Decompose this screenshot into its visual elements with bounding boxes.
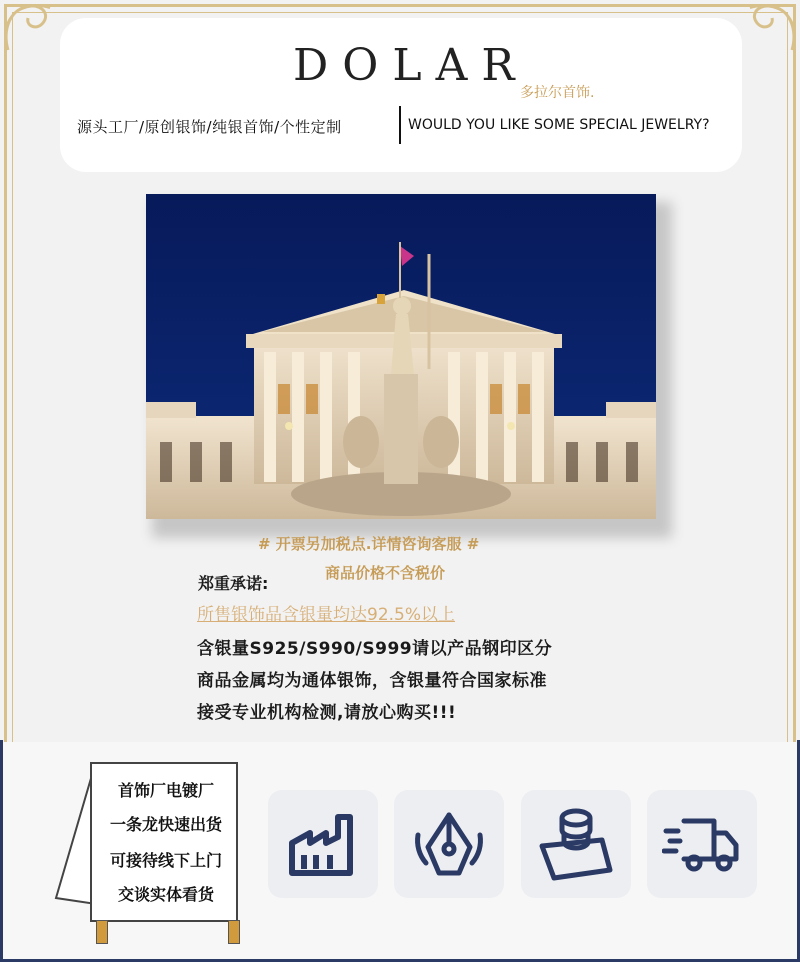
pledge-line: 接受专业机构检测,请放心购买!!! [197, 703, 457, 723]
corner-ornament-icon [744, 0, 800, 56]
sign-line: 一条龙快速出货 [109, 815, 222, 834]
brand-cn-name: 多拉尔首饰. [520, 85, 595, 101]
delivery-truck-icon [662, 813, 742, 875]
pledge-line: 商品金属均为通体银饰，含银量符合国家标准 [197, 671, 547, 691]
divider [399, 106, 401, 144]
sign-line: 首饰厂电镀厂 [117, 781, 214, 800]
sign-leg [228, 920, 240, 944]
slogan-en: WOULD YOU LIKE SOME SPECIAL JEWELRY? [408, 117, 710, 133]
pen-nib-icon [412, 807, 486, 881]
delivery-truck-icon-box [647, 790, 757, 898]
sign-board [90, 762, 238, 922]
sign-line: 可接待线下上门 [109, 851, 222, 870]
silver-rate-line: 所售银饰品含银量均达92.5%以上 [197, 605, 456, 625]
factory-icon [286, 809, 360, 879]
brand-logo: DOLAR [293, 40, 529, 91]
pen-nib-icon-box [394, 790, 504, 898]
factory-icon-box [268, 790, 378, 898]
parliament-photo [146, 194, 656, 519]
price-notice: 商品价格不含税价 [325, 564, 446, 582]
sign-leg [96, 920, 108, 944]
stamp-icon [536, 806, 616, 882]
slogan-cn: 源头工厂/原创银饰/纯银首饰/个性定制 [77, 118, 342, 136]
sign-line: 交谈实体看货 [117, 885, 214, 904]
tax-notice: # 开票另加税点.详情咨询客服 # [258, 535, 480, 553]
pledge-line: 含银量S925/S990/S999请以产品钢印区分 [197, 639, 553, 659]
pledge-title: 郑重承诺: [198, 574, 269, 593]
corner-ornament-icon [0, 0, 56, 56]
stamp-icon-box [521, 790, 631, 898]
